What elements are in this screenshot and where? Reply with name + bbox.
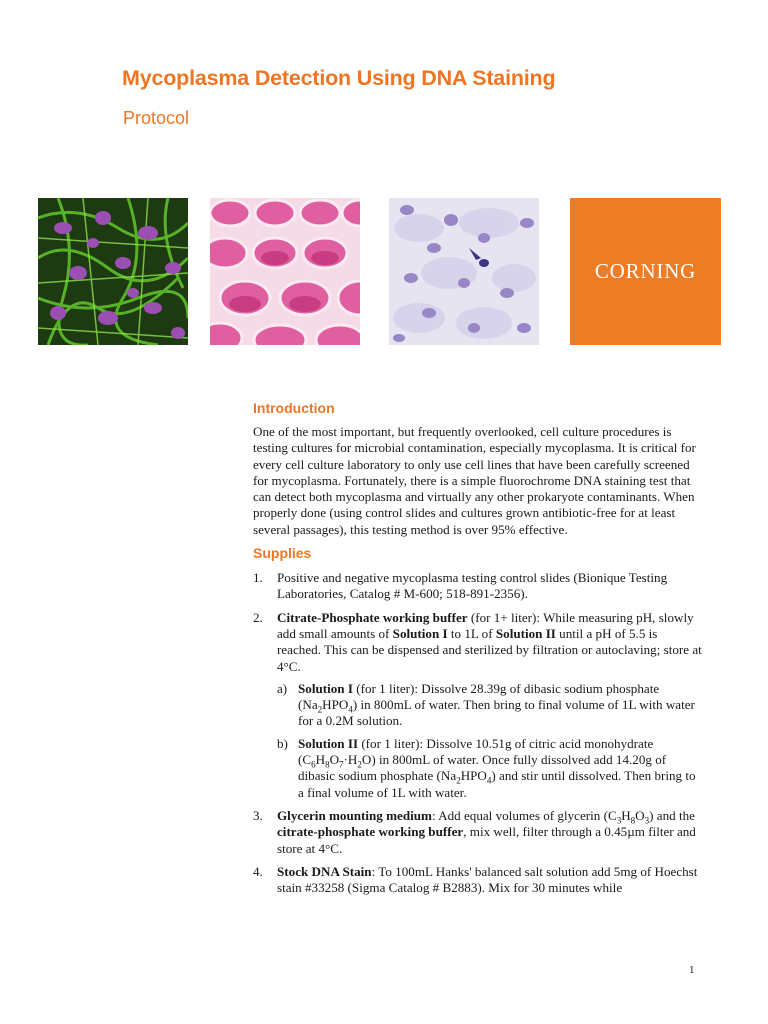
supplies-sublist [277,681,703,801]
stained-cells-image [389,198,539,345]
item-text: , mix well, filter through a 0.45µm filter and store at 4°C. [277,824,696,856]
list-number: 4. [253,863,263,879]
page-title: Mycoplasma Detection Using DNA Staining [122,66,556,90]
item-bold-term: Citrate-Phosphate working buffer [277,609,468,625]
list-number: 3. [253,807,263,823]
subscript: 2 [357,759,362,770]
item-text: O [635,807,645,823]
item-bold-term: Solution II [298,735,359,751]
item-text: (for 1 liter): Dissolve 28.39g of dibasic sodium phosphate (Na [298,680,660,713]
introduction-paragraph: One of the most important, but frequently overlooked, cell culture procedures is testing cultures for microbial contamination, especially mycoplasma. It is critical for every cell culture laboratory to only use cell lines that have been carefully screened for mycoplasma. Fortunately, there is a simple fluorochrome DNA staining test that can detect both mycoplasma and virtually any other prokaryote contaminants. When properly done (using control slides and cultures grown antibiotic-free for at least several passages), this testing method is over 95% effective. [253,424,696,537]
subscript: 6 [311,759,316,770]
supplies-item-3 [253,808,703,857]
subscript: 7 [339,759,344,770]
supplies-item-1 [253,570,703,603]
item-text: (for 1+ liter): While measuring pH, slowly add small amounts of [277,609,694,641]
item-text: until a pH of 5.5 is reached. This can be dispensed and sterilized by filtration or autoclaving; store at 4°C. [277,625,702,674]
subscript: 2 [317,704,323,715]
item-bold-term: Glycerin mounting medium [277,807,432,823]
subscript: 3 [616,815,622,826]
subscript: 3 [644,815,650,826]
subscript: 4 [486,775,492,786]
item-bold-term: citrate-phosphate working buffer [277,824,464,840]
corning-logo [570,198,721,345]
item-text: H [621,807,631,823]
item-text: ·H [343,752,358,768]
item-text: HPO [322,697,349,713]
item-bold-term: Solution I [298,680,353,696]
item-text: : Add equal volumes of glycerin (C [431,807,617,823]
list-letter: a) [277,680,288,696]
item-text: ) and the [649,807,695,823]
item-text: HPO [460,768,487,784]
sub-item-b [277,736,703,801]
page-subtitle: Protocol [123,108,190,128]
fluorescent-cells-image [38,198,188,345]
supplies-heading: Supplies [253,545,312,562]
list-number: 2. [253,609,263,625]
sub-item-a [277,681,703,730]
item-bold-term: Solution I [392,625,448,641]
item-text: to 1L of [447,625,496,641]
subscript: 8 [630,815,636,826]
subscript: 2 [456,775,461,786]
item-text: O [329,752,340,768]
subscript: 4 [348,704,353,715]
pink-vials-image [210,198,360,345]
item-bold-term: Stock DNA Stain [277,863,372,879]
supplies-item-4 [253,864,703,897]
introduction-heading: Introduction [253,400,335,416]
item-text: : To 100mL Hanks' balanced salt solution add 5mg of Hoechst stain #33258 (Sigma Catalog # B2883). Mix for 30 minutes while [277,863,698,896]
subscript: 8 [325,759,330,770]
item-text: Positive and negative mycoplasma testing control slides (Bionique Testing Laboratories, Catalog # M-600; 518-891-2356). [277,570,668,602]
logo-text: CORNING [594,259,697,283]
item-text: ) and stir until dissolved. Then bring to a final volume of 1L with water. [298,768,696,800]
item-text: H [315,752,326,768]
supplies-item-2 [253,610,703,801]
item-text: ) in 800mL of water. Then bring to final volume of 1L with water for a 0.2M solution. [298,697,695,729]
list-number: 1. [253,570,263,586]
page-number: 1 [689,964,695,976]
item-text: (for 1 liter): Dissolve 10.51g of citric acid monohydrate (C [298,735,654,768]
item-text: O) in 800mL of water. Once fully dissolved add 14.20g of dibasic sodium phosphate (Na [298,752,667,784]
item-bold-term: Solution II [495,625,556,641]
supplies-list [253,570,703,896]
list-letter: b) [277,735,288,751]
main-content [253,400,703,903]
